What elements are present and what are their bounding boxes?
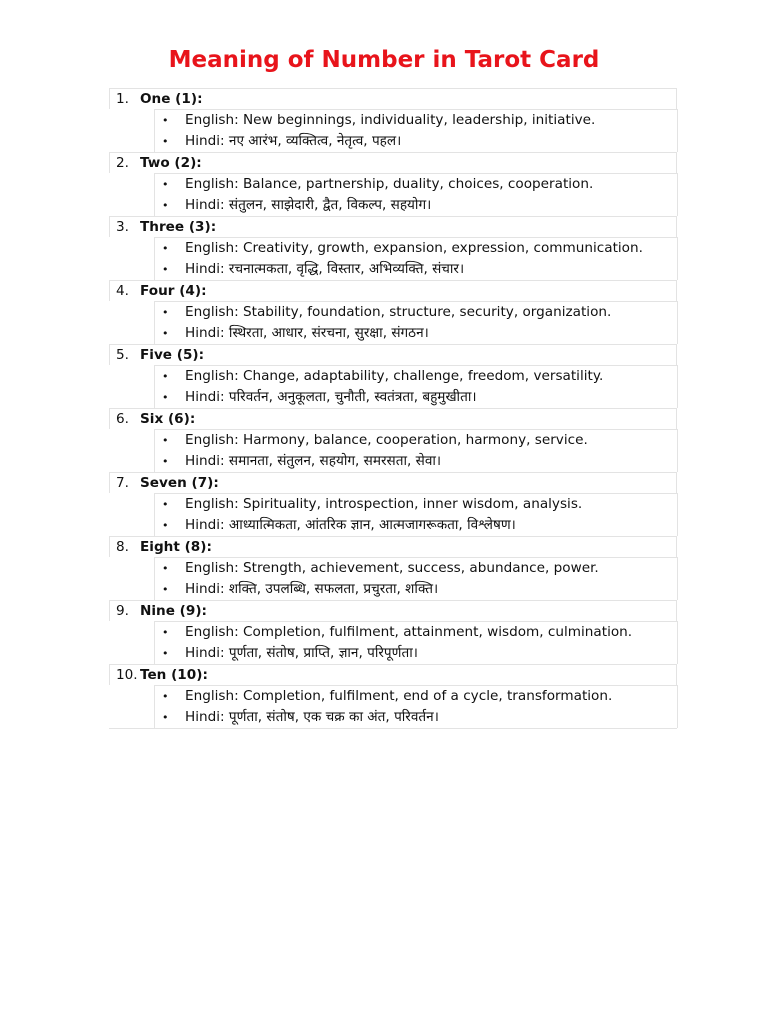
bullet-icon: • [162,498,169,511]
bullet-icon: • [162,326,169,340]
english-text: English: Strength, achievement, success, abundance, power. [185,560,599,576]
list-item [109,664,677,728]
item-meanings [154,109,678,152]
item-number: 2. [116,155,129,171]
hindi-meaning [155,643,677,665]
hindi-meaning [155,515,677,537]
item-name: Five (5): [140,347,205,363]
item-heading [109,472,677,493]
document-title: Meaning of Number in Tarot Card [168,47,600,73]
bullet-icon: • [162,582,169,596]
item-number: 5. [116,347,129,363]
list-item [109,472,677,536]
item-heading [109,280,677,301]
item-number: 8. [116,539,129,555]
item-name: One (1): [140,91,203,107]
bullet-icon: • [162,242,169,255]
item-number: 3. [116,219,129,235]
item-heading [109,664,677,685]
bullet-icon: • [162,710,169,724]
list-item [109,88,677,152]
item-heading [109,216,677,237]
item-meanings [154,301,678,344]
hindi-text: Hindi: संतुलन, साझेदारी, द्वैत, विकल्प, सहयोग। [185,196,432,213]
bullet-icon: • [162,262,169,276]
hindi-meaning [155,195,677,217]
numbers-list [109,88,677,729]
english-meaning [155,109,677,131]
item-name: Nine (9): [140,603,207,619]
item-heading [109,152,677,173]
english-meaning [155,493,677,515]
item-name: Three (3): [140,219,217,235]
item-number: 9. [116,603,129,619]
bullet-icon: • [162,454,169,468]
bullet-icon: • [162,646,169,660]
english-text: English: Completion, fulfilment, end of a cycle, transformation. [185,688,613,704]
item-name: Six (6): [140,411,196,427]
english-meaning [155,173,677,195]
english-text: English: Harmony, balance, cooperation, harmony, service. [185,432,588,448]
hindi-text: Hindi: शक्ति, उपलब्धि, सफलता, प्रचुरता, शक्ति। [185,580,439,597]
item-name: Two (2): [140,155,202,171]
item-meanings [154,429,678,472]
item-name: Ten (10): [140,667,208,683]
item-name: Four (4): [140,283,207,299]
hindi-meaning [155,451,677,473]
list-item [109,344,677,408]
hindi-meaning [155,259,677,281]
bullet-icon: • [162,114,169,127]
english-text: English: Stability, foundation, structure, security, organization. [185,304,612,320]
hindi-meaning [155,387,677,409]
item-meanings [154,493,678,536]
bullet-icon: • [162,518,169,532]
list-item [109,600,677,664]
english-meaning [155,621,677,643]
item-name: Seven (7): [140,475,219,491]
bullet-icon: • [162,562,169,575]
hindi-meaning [155,579,677,601]
item-heading [109,600,677,621]
hindi-text: Hindi: परिवर्तन, अनुकूलता, चुनौती, स्वतंत्रता, बहुमुखीता। [185,388,477,405]
item-heading [109,536,677,557]
item-heading [109,344,677,365]
hindi-text: Hindi: आध्यात्मिकता, आंतरिक ज्ञान, आत्मजागरूकता, विश्लेषण। [185,516,516,533]
list-item [109,216,677,280]
english-meaning [155,237,677,259]
bullet-icon: • [162,626,169,639]
hindi-text: Hindi: पूर्णता, संतोष, प्राप्ति, ज्ञान, परिपूर्णता। [185,644,418,661]
item-name: Eight (8): [140,539,212,555]
hindi-text: Hindi: नए आरंभ, व्यक्तित्व, नेतृत्व, पहल। [185,132,402,149]
bullet-icon: • [162,178,169,191]
english-meaning [155,365,677,387]
item-meanings [154,685,678,728]
english-meaning [155,301,677,323]
bullet-icon: • [162,306,169,319]
hindi-meaning [155,323,677,345]
english-text: English: New beginnings, individuality, leadership, initiative. [185,112,596,128]
english-text: English: Change, adaptability, challenge, freedom, versatility. [185,368,604,384]
item-meanings [154,173,678,216]
hindi-text: Hindi: पूर्णता, संतोष, एक चक्र का अंत, परिवर्तन। [185,708,439,725]
bullet-icon: • [162,690,169,703]
item-meanings [154,621,678,664]
item-heading [109,88,677,109]
list-item [109,536,677,600]
item-number: 10. [116,667,138,683]
item-meanings [154,237,678,280]
item-number: 6. [116,411,129,427]
hindi-meaning [155,707,677,729]
item-heading [109,408,677,429]
english-text: English: Completion, fulfilment, attainment, wisdom, culmination. [185,624,633,640]
hindi-text: Hindi: रचनात्मकता, वृद्धि, विस्तार, अभिव्यक्ति, संचार। [185,260,465,277]
bullet-icon: • [162,390,169,404]
item-meanings [154,557,678,600]
english-text: English: Creativity, growth, expansion, expression, communication. [185,240,643,256]
list-item [109,152,677,216]
bullet-icon: • [162,134,169,148]
english-text: English: Balance, partnership, duality, choices, cooperation. [185,176,594,192]
english-meaning [155,685,677,707]
bullet-icon: • [162,370,169,383]
english-text: English: Spirituality, introspection, inner wisdom, analysis. [185,496,583,512]
english-meaning [155,429,677,451]
item-number: 4. [116,283,129,299]
bullet-icon: • [162,434,169,447]
item-number: 1. [116,91,129,107]
english-meaning [155,557,677,579]
item-number: 7. [116,475,129,491]
list-item [109,280,677,344]
bullet-icon: • [162,198,169,212]
hindi-text: Hindi: स्थिरता, आधार, संरचना, सुरक्षा, संगठन। [185,324,429,341]
hindi-meaning [155,131,677,153]
list-item [109,408,677,472]
item-meanings [154,365,678,408]
hindi-text: Hindi: समानता, संतुलन, सहयोग, समरसता, सेवा। [185,452,442,469]
